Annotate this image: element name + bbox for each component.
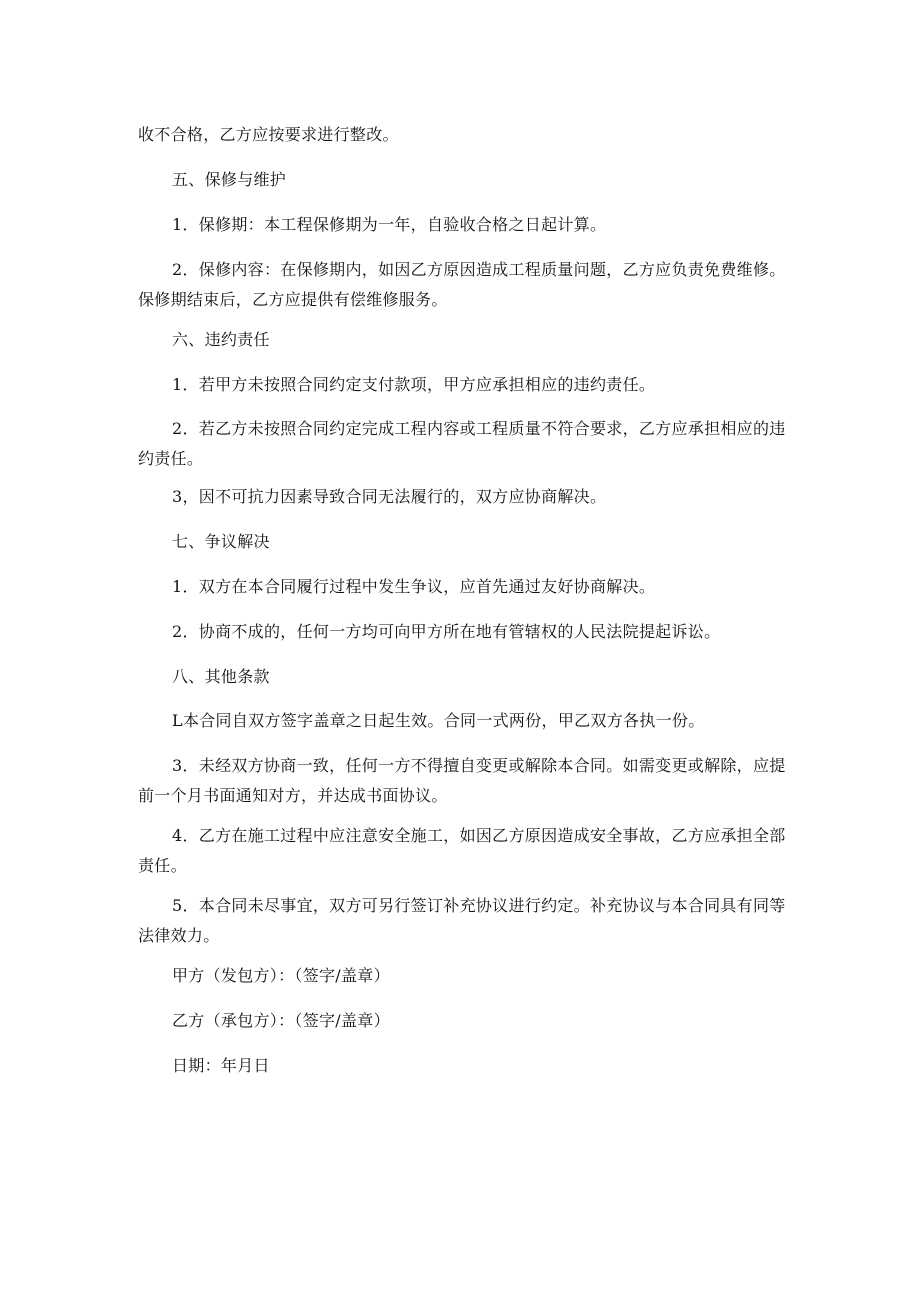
- clause-breach-party-b: 2．若乙方未按照合同约定完成工程内容或工程质量不符合要求，乙方应承担相应的违约责任。: [138, 419, 786, 468]
- paragraph-acceptance-continued: 收不合格，乙方应按要求进行整改。: [138, 125, 399, 144]
- clause-amendment: 3．未经双方协商一致，任何一方不得擅自变更或解除本合同。如需变更或解除，应提前一个月书面通知对方，并达成书面协议。: [138, 756, 786, 805]
- clause-dispute-negotiation: 1．双方在本合同履行过程中发生争议，应首先通过友好协商解决。: [172, 577, 656, 596]
- section-heading-other-terms: 八、其他条款: [172, 667, 270, 686]
- clause-warranty-content: 2．保修内容：在保修期内，如因乙方原因造成工程质量问题，乙方应负责免费维修。保修期结束后，乙方应提供有偿维修服务。: [138, 260, 786, 309]
- clause-warranty-period: 1．保修期：本工程保修期为一年，自验收合格之日起计算。: [172, 215, 607, 234]
- clause-effective-date: L本合同自双方签字盖章之日起生效。合同一式两份，甲乙双方各执一份。: [172, 711, 705, 730]
- clause-supplementary: 5．本合同未尽事宜，双方可另行签订补充协议进行约定。补充协议与本合同具有同等法律效力。: [138, 896, 786, 945]
- signature-party-a: 甲方（发包方）：（签字/盖章）: [172, 966, 390, 985]
- section-heading-dispute: 七、争议解决: [172, 532, 270, 551]
- clause-dispute-litigation: 2．协商不成的，任何一方均可向甲方所在地有管辖权的人民法院提起诉讼。: [172, 622, 721, 641]
- clause-safety: 4．乙方在施工过程中应注意安全施工，如因乙方原因造成安全事故，乙方应承担全部责任。: [138, 826, 786, 875]
- clause-force-majeure: 3，因不可抗力因素导致合同无法履行的，双方应协商解决。: [172, 487, 607, 506]
- clause-breach-party-a: 1．若甲方未按照合同约定支付款项，甲方应承担相应的违约责任。: [172, 375, 656, 394]
- section-heading-breach: 六、违约责任: [172, 330, 270, 349]
- signature-date: 日期：年月日: [172, 1056, 270, 1075]
- signature-party-b: 乙方（承包方）：（签字/盖章）: [172, 1011, 390, 1030]
- section-heading-warranty: 五、保修与维护: [172, 170, 287, 189]
